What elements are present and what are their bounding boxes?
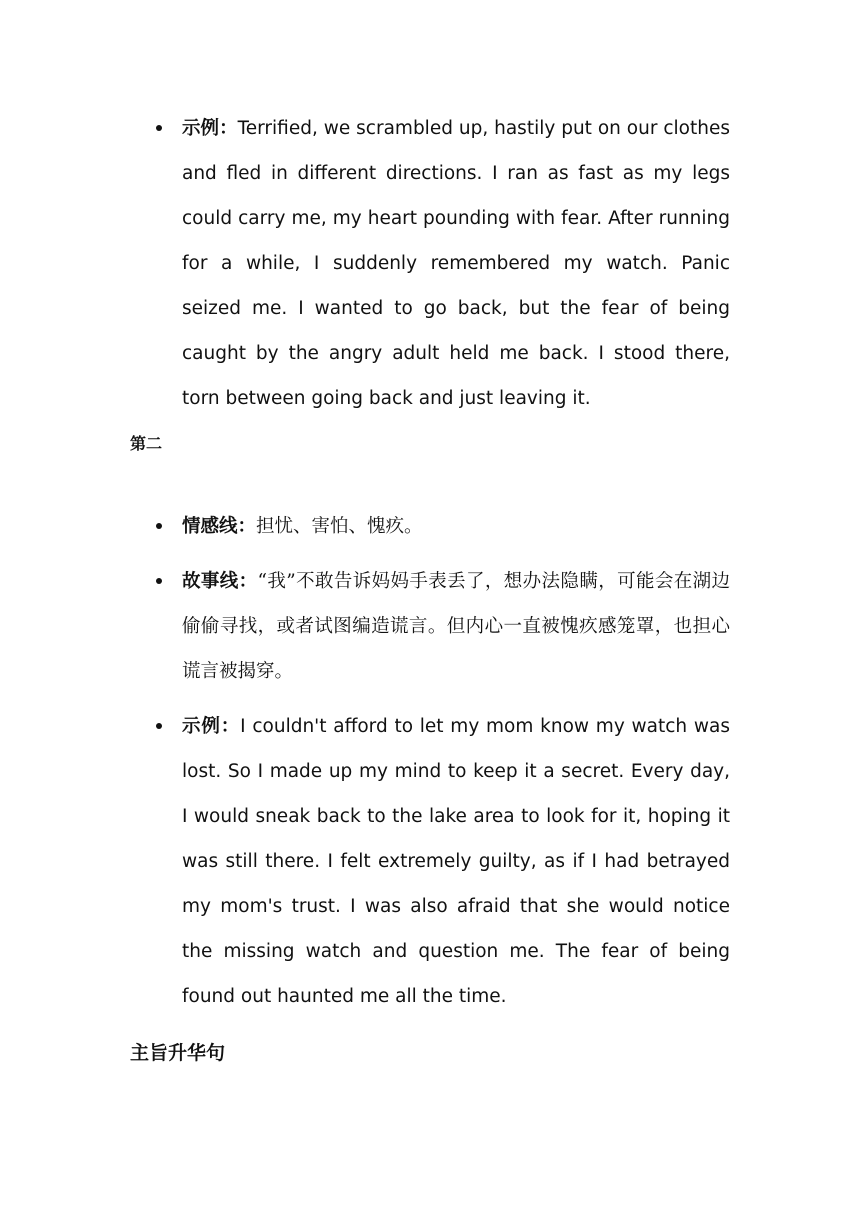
story-line-text: “我”不敢告诉妈妈手表丢了，想办法隐瞒，可能会在湖边偷偷寻找，或者试图编造谎言。但内心一直被愧疚感笼罩，也担心谎言被揭穿。 [182, 571, 730, 682]
story-line-label: 故事线： [182, 571, 258, 592]
emotion-line-label: 情感线： [182, 516, 257, 537]
example-text: Terrified, we scrambled up, hastily put on our clothes and fled in different directions. I ran as fast as my legs could carry me, my heart pounding with fear. After running for a while, I suddenly remembered my watch. Panic seized me. I wanted to go back, but the fear of being caught by the angry adult held me back. I stood there, torn between going back and just leaving it. [182, 118, 730, 409]
list-item-emotion-line [0, 504, 730, 549]
bullet-icon [156, 578, 162, 584]
example-text: I couldn't afford to let my mom know my watch was lost. So I made up my mind to keep it a secret. Every day, I would sneak back to the lake area to look for it, hoping it was still there. I felt extremely guilty, as if I had betrayed my mom's trust. I was also afraid that she would notice the missing watch and question me. The fear of being found out haunted me all the time. [182, 716, 730, 1007]
list-item-example-1 [0, 106, 730, 421]
bullet-icon [156, 723, 162, 729]
list-item-story-line [0, 559, 730, 694]
bullet-icon [156, 125, 162, 131]
section2-list [0, 504, 860, 1019]
section-heading-theme: 主旨升华句 [130, 1042, 226, 1064]
bullet-icon [156, 523, 162, 529]
section-heading-second: 第二 [130, 434, 163, 453]
list-item-example-2 [0, 704, 730, 1019]
example-label: 示例： [182, 118, 238, 139]
example-label: 示例： [182, 716, 241, 737]
example-list-1 [0, 106, 860, 421]
emotion-line-text: 担忧、害怕、愧疚。 [256, 516, 423, 537]
